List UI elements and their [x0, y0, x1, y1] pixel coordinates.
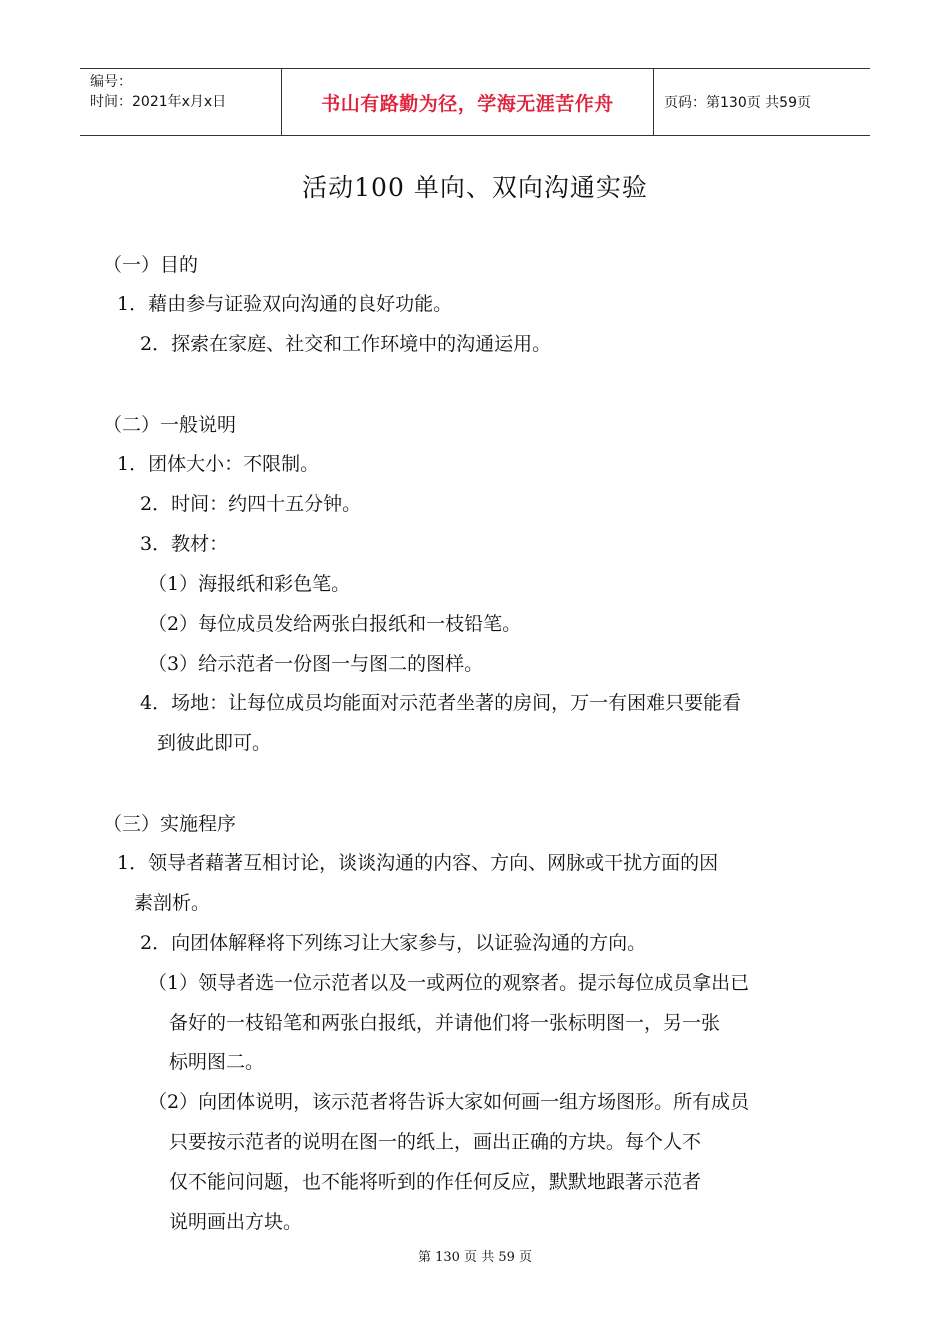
sub-list-item: （1）领导者选一位示范者以及一或两位的观察者。提示每位成员拿出已 [148, 972, 750, 994]
sub-list-item-continuation: 仅不能问问题，也不能将听到的作任何反应，默默地跟著示范者 [169, 1171, 702, 1193]
list-item: 2．探索在家庭、社交和工作环境中的沟通运用。 [140, 333, 552, 355]
sub-list-item: （2）向团体说明，该示范者将告诉大家如何画一组方场图形。所有成员 [148, 1091, 750, 1113]
doc-time-label: 时间：2021年x月x日 [90, 94, 227, 110]
list-item: 1．领导者藉著互相讨论，谈谈沟通的内容、方向、网脉或干扰方面的因 [117, 852, 719, 874]
page-header [80, 68, 870, 136]
sub-list-item: （2）每位成员发给两张白报纸和一枝铅笔。 [148, 613, 522, 635]
sub-list-item-continuation: 只要按示范者的说明在图一的纸上，画出正确的方块。每个人不 [169, 1131, 702, 1153]
document-title: 活动100 单向、双向沟通实验 [302, 173, 648, 202]
sub-list-item: （3）给示范者一份图一与图二的图样。 [148, 653, 484, 675]
list-item-continuation: 到彼此即可。 [157, 732, 272, 754]
sub-list-item: （1）海报纸和彩色笔。 [148, 573, 351, 595]
list-item: 4．场地：让每位成员均能面对示范者坐著的房间，万一有困难只要能看 [140, 692, 742, 714]
sub-list-item-continuation: 说明画出方块。 [169, 1211, 303, 1233]
list-item-continuation: 素剖析。 [134, 892, 211, 914]
sub-list-item-continuation: 标明图二。 [169, 1051, 265, 1073]
list-item: 3．教材： [140, 533, 229, 555]
list-item: 1．藉由参与证验双向沟通的良好功能。 [117, 293, 453, 315]
list-item: 2．时间：约四十五分钟。 [140, 493, 362, 515]
header-page-info: 页码：第130页 共59页 [664, 95, 811, 111]
section-heading: （二）一般说明 [103, 414, 237, 436]
page-footer: 第 130 页 共 59 页 [417, 1250, 533, 1265]
section-heading: （一）目的 [103, 254, 199, 276]
header-meta [80, 69, 281, 135]
list-item: 1．团体大小：不限制。 [117, 453, 320, 475]
sub-list-item-continuation: 备好的一枝铅笔和两张白报纸，并请他们将一张标明图一，另一张 [169, 1012, 721, 1034]
doc-number-label: 编号： [90, 74, 132, 90]
header-motto: 书山有路勤为径，学海无涯苦作舟 [281, 69, 654, 135]
section-heading: （三）实施程序 [103, 813, 237, 835]
list-item: 2．向团体解释将下列练习让大家参与，以证验沟通的方向。 [140, 932, 647, 954]
